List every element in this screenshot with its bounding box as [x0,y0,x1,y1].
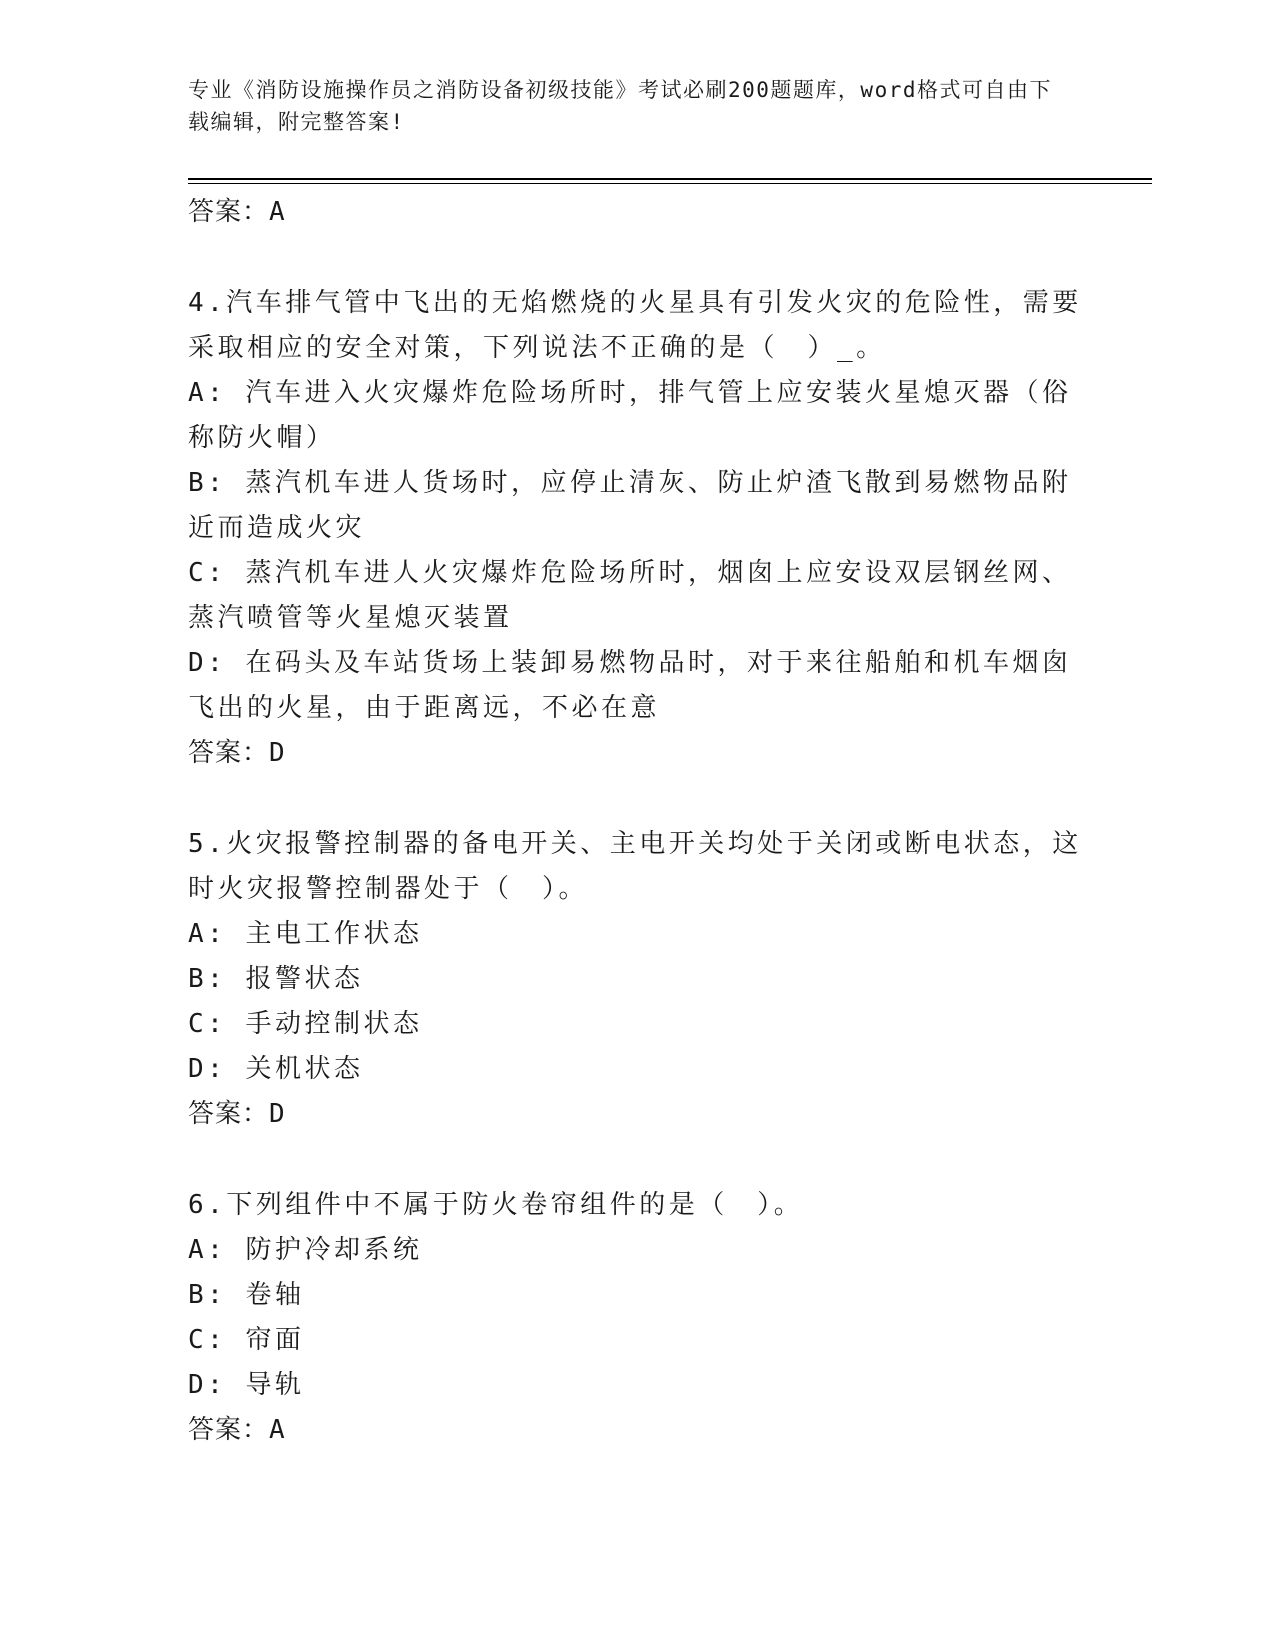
option-a: A: 防护冷却系统 [188,1235,423,1265]
option-a: A: 主电工作状态 [188,919,423,949]
answer-line: 答案：A [188,1415,286,1445]
document-header: 专业《消防设施操作员之消防设备初级技能》考试必刷200题题库，word格式可自由下载编辑，附完整答案! [188,78,1052,134]
option-c: C: 手动控制状态 [188,1009,423,1039]
spacer [188,776,1088,822]
header-divider-thick [188,178,1152,180]
document-body [188,190,1088,1453]
spacer [188,235,1088,281]
spacer [188,1137,1088,1183]
question-stem: 4.汽车排气管中飞出的无焰燃烧的火星具有引发火灾的危险性，需要采取相应的安全对策，下列说法不正确的是（ ）_。 [188,288,1082,363]
option-d: D: 导轨 [188,1370,305,1400]
question-stem: 6.下列组件中不属于防火卷帘组件的是（ ）。 [188,1190,804,1220]
option-c: C: 蒸汽机车进人火灾爆炸危险场所时，烟囱上应安设双层钢丝网、蒸汽喷管等火星熄灭装置 [188,558,1072,633]
question-block [188,1183,1088,1453]
option-d: D: 在码头及车站货场上装卸易燃物品时，对于来往船舶和机车烟囱飞出的火星，由于距离远，不必在意 [188,648,1072,723]
answer-line: 答案：A [188,197,286,227]
header-divider-thin [188,183,1152,184]
option-a: A: 汽车进入火灾爆炸危险场所时，排气管上应安装火星熄灭器（俗称防火帽） [188,378,1072,453]
option-b: B: 蒸汽机车进人货场时，应停止清灰、防止炉渣飞散到易燃物品附近而造成火灾 [188,468,1072,543]
question-stem: 5.火灾报警控制器的备电开关、主电开关均处于关闭或断电状态，这时火灾报警控制器处于（ ）。 [188,829,1082,904]
question-block [188,822,1088,1137]
option-b: B: 报警状态 [188,964,364,994]
question-block [188,281,1088,776]
option-c: C: 帘面 [188,1325,305,1355]
option-b: B: 卷轴 [188,1280,305,1310]
option-d: D: 关机状态 [188,1054,364,1084]
answer-line: 答案：D [188,738,286,768]
answer-line: 答案：D [188,1099,286,1129]
